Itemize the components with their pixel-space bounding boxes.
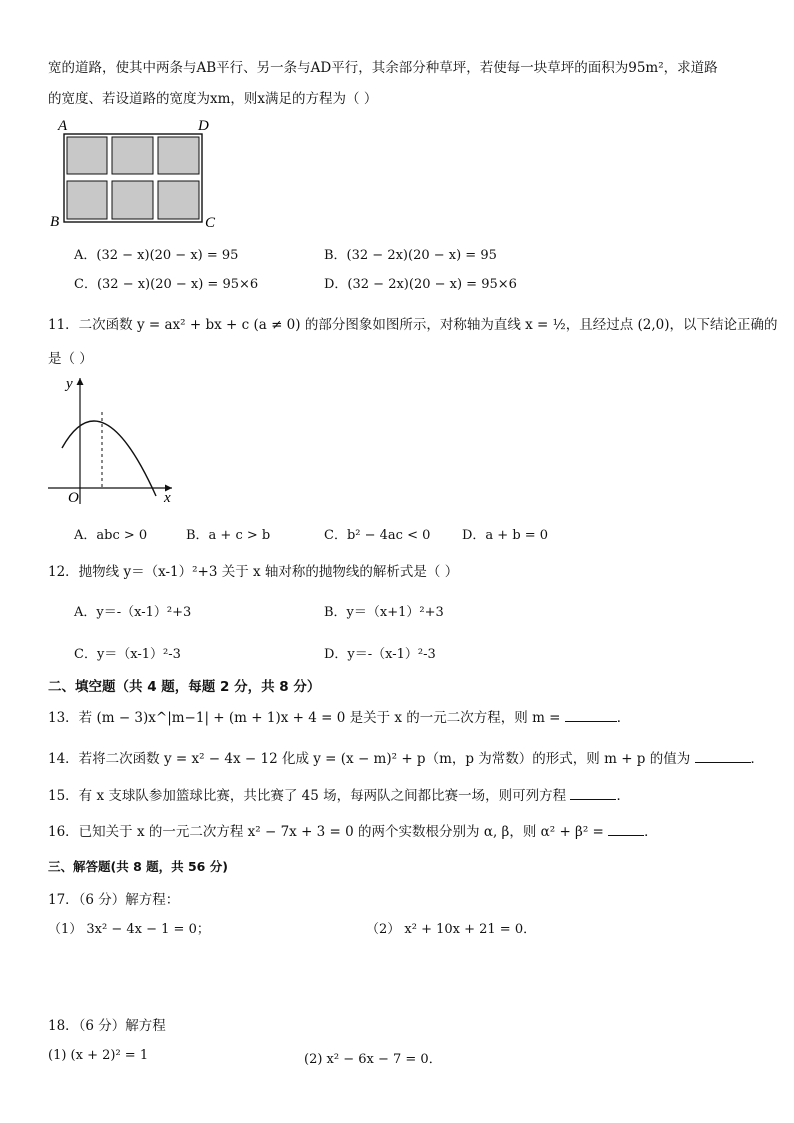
y-axis-label: y: [66, 376, 73, 392]
question-16: 16．已知关于 x 的一元二次方程 x² − 7x + 3 = 0 的两个实数根分别为 α, β，则 α² + β² = ．: [48, 820, 658, 840]
question-17-part1: （1） 3x² − 4x − 1 = 0；: [48, 922, 210, 937]
question-18-part1: (1) (x + 2)² = 1: [48, 1048, 149, 1063]
vertex-label-a: A: [58, 118, 68, 134]
question-11-text-line2: 是（ ）: [48, 351, 93, 367]
question-17-part2: （2） x² + 10x + 21 = 0．: [366, 922, 537, 937]
lawn-plot: [112, 181, 153, 219]
question-17-title: 17．（6 分）解方程：: [48, 892, 180, 908]
lawn-plot: [112, 137, 153, 174]
vertex-label-b: B: [50, 214, 60, 230]
question-10-text-line1: 宽的道路，使其中两条与AB平行、另一条与AD平行，其余部分种草坪，若使每一块草坪的面积为95m²，求道路: [48, 60, 718, 76]
lawn-plot: [67, 181, 107, 219]
answer-blank-15[interactable]: [570, 785, 616, 800]
option-11b: B．a + c > b: [186, 528, 271, 543]
question-14: 14．若将二次函数 y = x² − 4x − 12 化成 y = (x − m)² + p（m，p 为常数）的形式，则 m + p 的值为 ．: [48, 747, 764, 767]
lawn-plot: [158, 137, 199, 174]
option-11d: D．a + b = 0: [462, 528, 549, 543]
question-13-text: 13．若 (m − 3)x^|m−1| + (m + 1)x + 4 = 0 是关于 x 的一元二次方程，则 m =: [48, 710, 561, 726]
origin-label: O: [68, 490, 79, 506]
question-14-text: 14．若将二次函数 y = x² − 4x − 12 化成 y = (x − m)² + p（m，p 为常数）的形式，则 m + p 的值为: [48, 751, 691, 767]
question-15-text: 15．有 x 支球队参加篮球比赛，共比赛了 45 场，每两队之间都比赛一场，则可列方程: [48, 788, 567, 804]
section-3-title: 三、解答题(共 8 题，共 56 分): [48, 859, 228, 874]
option-10a: A．(32 − x)(20 − x) = 95: [74, 248, 239, 263]
question-13: 13．若 (m − 3)x^|m−1| + (m + 1)x + 4 = 0 是关于 x 的一元二次方程，则 m = ．: [48, 706, 630, 726]
option-11c: C．b² − 4ac < 0: [324, 528, 431, 543]
figure-road-lawn-diagram: [48, 114, 228, 232]
question-16-text: 16．已知关于 x 的一元二次方程 x² − 7x + 3 = 0 的两个实数根分别为 α, β，则 α² + β² =: [48, 824, 604, 840]
question-11-text-line1: 11．二次函数 y = ax² + bx + c (a ≠ 0) 的部分图象如图所示，对称轴为直线 x = ½，且经过点 (2,0)，以下结论正确的: [48, 317, 778, 333]
option-12d: D．y＝-（x-1）²-3: [324, 647, 436, 662]
option-10d: D．(32 − 2x)(20 − x) = 95×6: [324, 277, 517, 292]
vertex-label-d: D: [198, 118, 209, 134]
option-12a: A．y＝-（x-1）²+3: [74, 605, 192, 620]
question-18-title: 18．（6 分）解方程: [48, 1018, 166, 1034]
option-10c: C．(32 − x)(20 − x) = 95×6: [74, 277, 259, 292]
section-2-title: 二、填空题（共 4 题，每题 2 分，共 8 分）: [48, 679, 321, 695]
answer-blank-13[interactable]: [565, 707, 617, 722]
answer-blank-14[interactable]: [695, 748, 751, 763]
question-18-part2: (2) x² − 6x − 7 = 0．: [304, 1052, 442, 1067]
option-11a: A．abc > 0: [74, 528, 148, 543]
answer-blank-16[interactable]: [608, 821, 644, 836]
option-12b: B．y＝（x+1）²+3: [324, 605, 444, 620]
x-axis-label: x: [164, 490, 171, 506]
option-10b: B．(32 − 2x)(20 − x) = 95: [324, 248, 497, 263]
question-12-text: 12．抛物线 y＝（x-1）²+3 关于 x 轴对称的抛物线的解析式是（ ）: [48, 564, 459, 580]
option-12c: C．y＝（x-1）²-3: [74, 647, 181, 662]
question-15: 15．有 x 支球队参加篮球比赛，共比赛了 45 场，每两队之间都比赛一场，则可列方程 ．: [48, 784, 630, 804]
figure-parabola-graph: [44, 372, 184, 508]
question-10-text-line2: 的宽度、若设道路的宽度为xm，则x满足的方程为（ ）: [48, 91, 378, 107]
vertex-label-c: C: [205, 215, 216, 231]
lawn-plot: [158, 181, 199, 219]
parabola-curve: [62, 421, 156, 496]
lawn-plot: [67, 137, 107, 174]
